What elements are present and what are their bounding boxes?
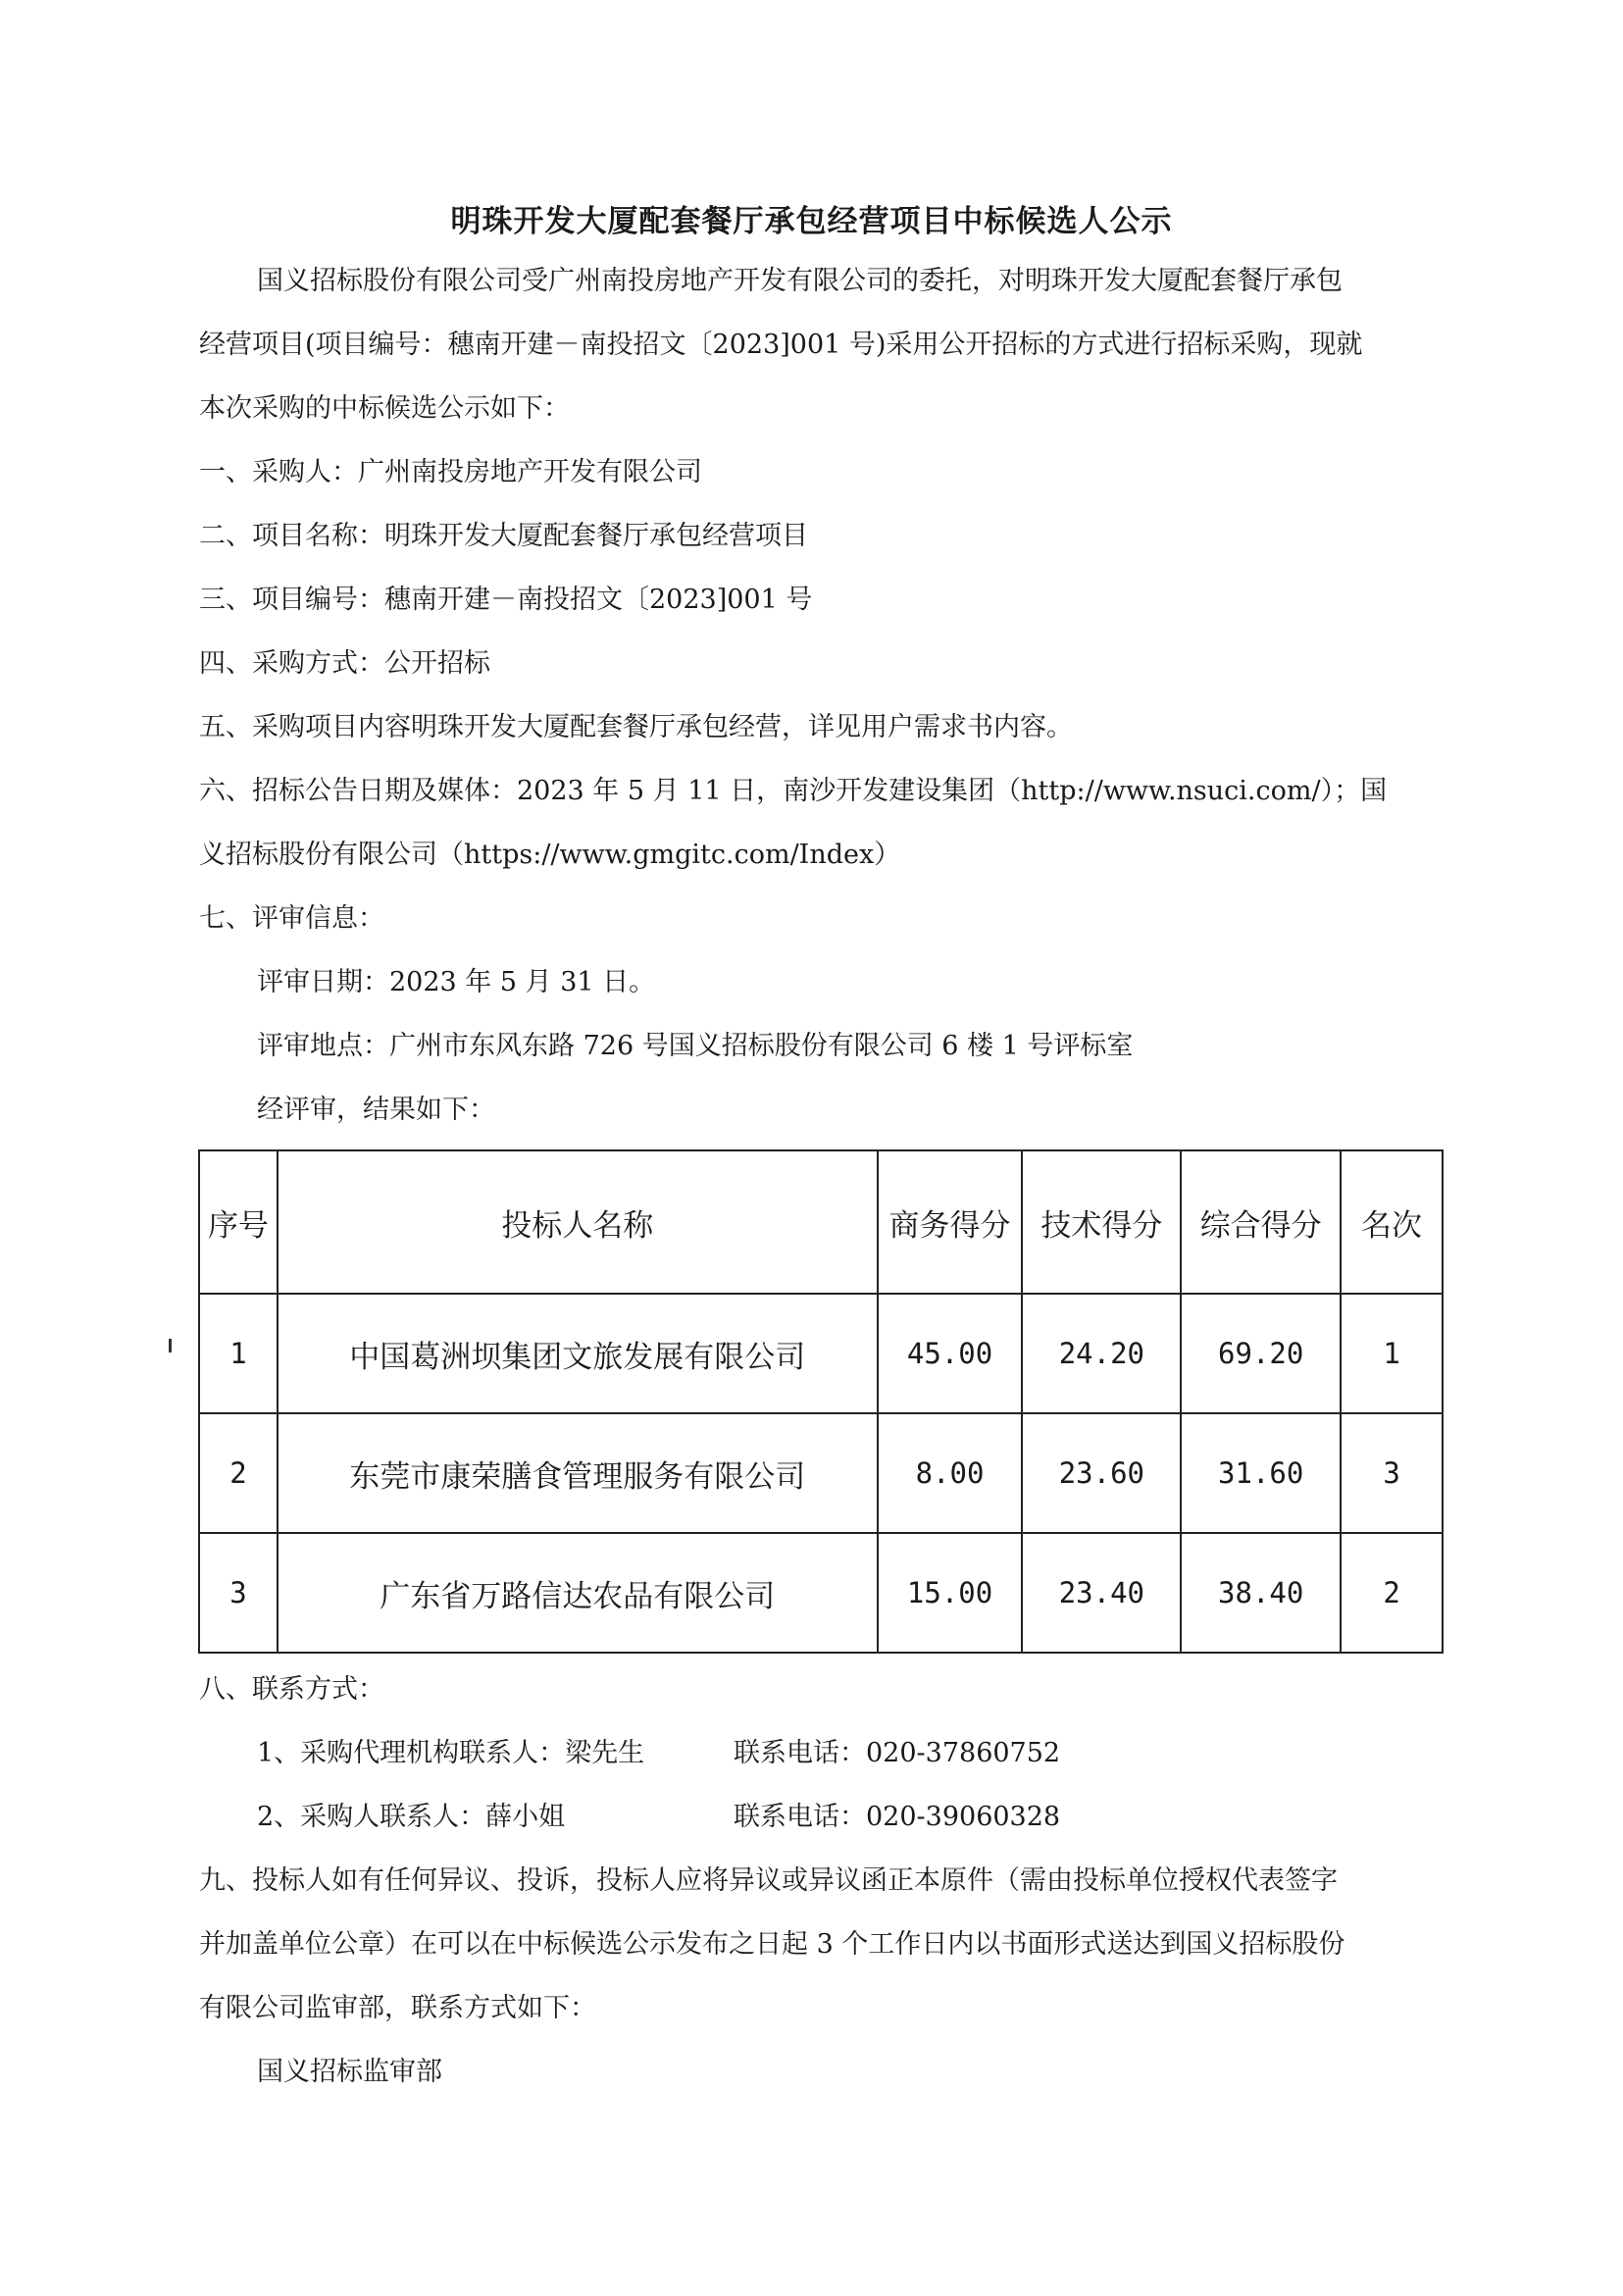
header-name: 投标人名称 [278, 1150, 878, 1294]
item-project-no: 三、项目编号：穗南开建－南投招文〔2023]001 号 [199, 585, 813, 615]
intro-line-2: 经营项目(项目编号：穗南开建－南投招文〔2023]001 号)采用公开招标的方式进行招标采购，现就 [199, 330, 1363, 360]
item-purchaser: 一、采购人：广州南投房地产开发有限公司 [199, 457, 702, 487]
cell-seq: 1 [199, 1294, 278, 1413]
cell-name: 广东省万路信达农品有限公司 [278, 1533, 878, 1653]
cell-name: 中国葛洲坝集团文旅发展有限公司 [278, 1294, 878, 1413]
cell-seq: 2 [199, 1413, 278, 1533]
cell-name: 东莞市康荣膳食管理服务有限公司 [278, 1413, 878, 1533]
cell-total: 69.20 [1181, 1294, 1341, 1413]
buyer-phone: 联系电话：020-39060328 [734, 1802, 1061, 1832]
agent-phone: 联系电话：020-37860752 [734, 1738, 1061, 1768]
header-business: 商务得分 [878, 1150, 1023, 1294]
cell-business: 8.00 [878, 1413, 1023, 1533]
cell-business: 45.00 [878, 1294, 1023, 1413]
cell-business: 15.00 [878, 1533, 1023, 1653]
review-heading: 七、评审信息： [199, 903, 384, 934]
cell-tech: 23.40 [1022, 1533, 1181, 1653]
review-result: 经评审，结果如下： [257, 1095, 495, 1125]
cell-tech: 23.60 [1022, 1413, 1181, 1533]
table-header-row [199, 1150, 1443, 1294]
item-announce-line-1: 六、招标公告日期及媒体：2023 年 5 月 11 日，南沙开发建设集团（http://www.nsuci.com/）；国 [199, 776, 1388, 806]
agent-contact: 1、采购代理机构联系人：梁先生 [257, 1738, 645, 1768]
cell-tech: 24.20 [1022, 1294, 1181, 1413]
table-row [199, 1413, 1443, 1533]
contact-heading: 八、联系方式： [199, 1674, 384, 1705]
table-row [199, 1533, 1443, 1653]
review-date: 评审日期：2023 年 5 月 31 日。 [257, 967, 656, 997]
objection-line-1: 九、投标人如有任何异议、投诉，投标人应将异议或异议函正本原件（需由投标单位授权代表签字 [199, 1865, 1338, 1896]
review-place: 评审地点：广州市东风东路 726 号国义招标股份有限公司 6 楼 1 号评标室 [257, 1031, 1134, 1061]
scan-mark [169, 1339, 172, 1352]
cell-total: 38.40 [1181, 1533, 1341, 1653]
header-tech: 技术得分 [1022, 1150, 1181, 1294]
header-seq: 序号 [199, 1150, 278, 1294]
page-title: 明珠开发大厦配套餐厅承包经营项目中标候选人公示 [450, 204, 1173, 239]
buyer-contact: 2、采购人联系人：薛小姐 [257, 1802, 566, 1832]
intro-line-3: 本次采购的中标候选公示如下： [199, 393, 570, 424]
cell-rank: 3 [1341, 1413, 1443, 1533]
cell-rank: 1 [1341, 1294, 1443, 1413]
item-announce-line-2: 义招标股份有限公司（https://www.gmgitc.com/Index） [199, 840, 901, 870]
objection-line-3: 有限公司监审部，联系方式如下： [199, 1993, 596, 2023]
objection-line-2: 并加盖单位公章）在可以在中标候选公示发布之日起 3 个工作日内以书面形式送达到国义招标股份 [199, 1929, 1345, 1960]
item-content: 五、采购项目内容明珠开发大厦配套餐厅承包经营，详见用户需求书内容。 [199, 712, 1073, 742]
cell-total: 31.60 [1181, 1413, 1341, 1533]
cell-seq: 3 [199, 1533, 278, 1653]
item-method: 四、采购方式：公开招标 [199, 648, 490, 679]
header-rank: 名次 [1341, 1150, 1443, 1294]
table-row [199, 1294, 1443, 1413]
intro-line-1: 国义招标股份有限公司受广州南投房地产开发有限公司的委托，对明珠开发大厦配套餐厅承包 [257, 266, 1343, 296]
header-total: 综合得分 [1181, 1150, 1341, 1294]
cell-rank: 2 [1341, 1533, 1443, 1653]
item-project-name: 二、项目名称：明珠开发大厦配套餐厅承包经营项目 [199, 521, 808, 551]
objection-dept: 国义招标监审部 [257, 2057, 442, 2087]
results-table [198, 1149, 1444, 1654]
